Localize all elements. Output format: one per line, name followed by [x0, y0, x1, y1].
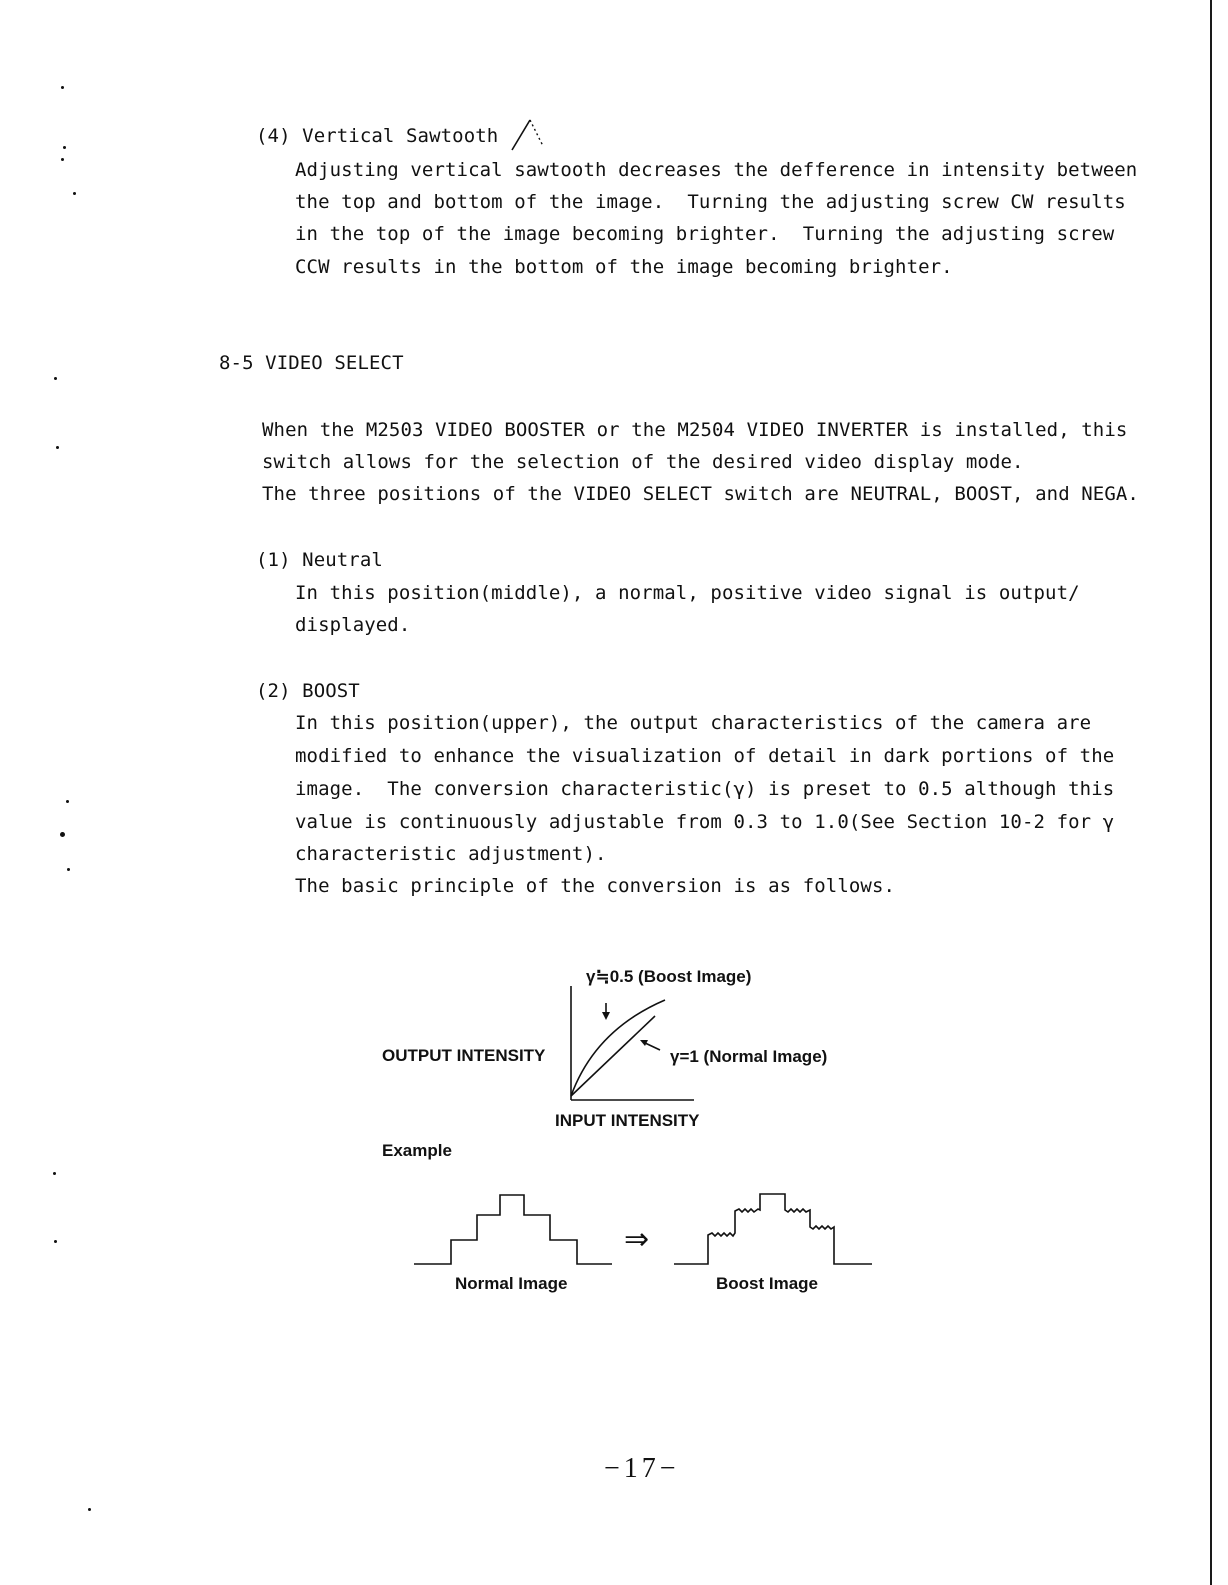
vertical-sawtooth-heading: (4) Vertical Sawtooth: [256, 125, 499, 147]
scan-speck: [60, 832, 65, 837]
boost-line-1: In this position(upper), the output characteristics of the camera are: [295, 712, 1092, 734]
normal-pointer-arrowhead: [640, 1040, 648, 1046]
scan-speck: [61, 158, 64, 161]
boost-line-2: modified to enhance the visualization of detail in dark portions of the: [295, 745, 1115, 767]
scan-speck: [54, 1240, 57, 1243]
boost-heading: (2) BOOST: [256, 680, 360, 702]
example-label: Example: [382, 1141, 452, 1160]
video-select-intro-1: When the M2503 VIDEO BOOSTER or the M2504 VIDEO INVERTER is installed, this: [262, 419, 1128, 441]
vertical-sawtooth-line-4: CCW results in the bottom of the image becoming brighter.: [295, 256, 953, 278]
scan-speck: [67, 868, 70, 871]
boost-line-6: The basic principle of the conversion is as follows.: [295, 875, 896, 897]
input-intensity-label: INPUT INTENSITY: [555, 1111, 700, 1130]
scan-speck: [88, 1508, 91, 1511]
gamma-boost-curve: [571, 1000, 665, 1096]
sawtooth-symbol-dotted: [530, 120, 543, 146]
gamma-boost-label: γ≒0.5 (Boost Image): [586, 967, 752, 986]
vertical-sawtooth-line-3: in the top of the image becoming brighter. Turning the adjusting screw: [295, 223, 1115, 245]
gamma-normal-label: γ=1 (Normal Image): [670, 1047, 828, 1066]
boost-line-4: value is continuously adjustable from 0.3 to 1.0(See Section 10-2 for γ: [295, 811, 1115, 833]
page-number: −17−: [604, 1453, 680, 1484]
conversion-arrow: ⇒: [624, 1223, 650, 1256]
neutral-line-1: In this position(middle), a normal, positive video signal is output/: [295, 582, 1080, 604]
vertical-sawtooth-line-1: Adjusting vertical sawtooth decreases the defference in intensity between: [295, 159, 1138, 181]
page-edge-rule: [1210, 0, 1212, 1585]
video-select-intro-2: switch allows for the selection of the desired video display mode.: [262, 451, 1024, 473]
boost-image-waveform: [674, 1194, 872, 1264]
gamma-normal-line: [571, 1016, 655, 1096]
video-select-intro-3: The three positions of the VIDEO SELECT switch are NEUTRAL, BOOST, and NEGA.: [262, 483, 1139, 505]
boost-pointer-arrowhead: [602, 1012, 610, 1020]
vertical-sawtooth-line-2: the top and bottom of the image. Turning the adjusting screw CW results: [295, 191, 1126, 213]
normal-image-waveform: [414, 1195, 612, 1264]
normal-image-label: Normal Image: [455, 1274, 568, 1293]
scan-speck: [63, 146, 66, 149]
boost-line-3: image. The conversion characteristic(γ) is preset to 0.5 although this: [295, 778, 1115, 800]
sawtooth-symbol: [512, 120, 530, 150]
scan-speck: [73, 192, 76, 195]
boost-line-5: characteristic adjustment).: [295, 843, 607, 865]
video-select-heading: 8-5 VIDEO SELECT: [219, 352, 404, 374]
scan-speck: [56, 446, 59, 449]
output-intensity-label: OUTPUT INTENSITY: [382, 1046, 546, 1065]
neutral-heading: (1) Neutral: [256, 549, 383, 571]
scan-speck: [66, 800, 69, 803]
scan-speck: [61, 86, 64, 89]
neutral-line-2: displayed.: [295, 614, 411, 636]
normal-pointer-arrow: [643, 1042, 660, 1050]
scan-speck: [54, 377, 57, 380]
scan-speck: [53, 1172, 56, 1175]
boost-image-label: Boost Image: [716, 1274, 819, 1293]
